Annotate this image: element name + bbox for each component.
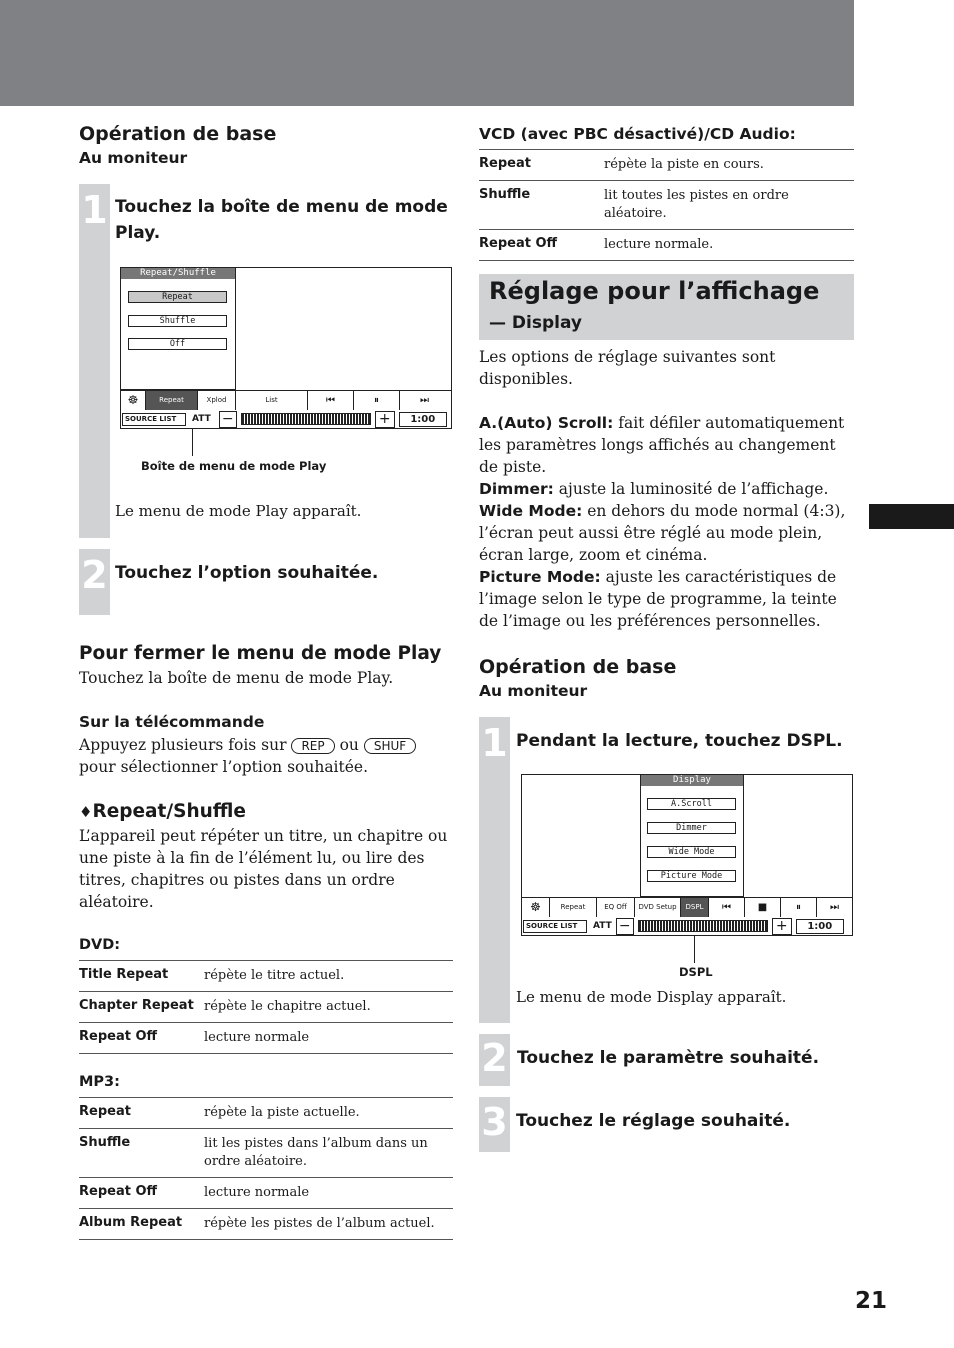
vcd-table-title: VCD (avec PBC désactivé)/CD Audio: [479, 125, 796, 143]
step-number: 2 [481, 1036, 508, 1080]
repeat-shuffle-heading [79, 801, 246, 822]
section-subheading: Au moniteur [79, 149, 188, 167]
mp3-table [79, 1097, 453, 1240]
remote-text-2: pour sélectionner l’option souhaitée. [79, 758, 369, 776]
menu-item-repeat[interactable]: Repeat [128, 291, 227, 303]
step-number: 3 [481, 1100, 508, 1144]
control-row [522, 897, 852, 917]
step-2-text: Touchez le paramètre souhaité. [517, 1048, 820, 1068]
option-description: répète le titre actuel. [204, 961, 453, 992]
settings-icon[interactable]: ☸ [522, 898, 550, 917]
step-1-text: Pendant la lecture, touchez DSPL. [516, 731, 843, 751]
close-menu-heading: Pour fermer le menu de mode Play [79, 643, 442, 664]
play-mode-screen [120, 267, 452, 429]
display-mode-screen [521, 774, 853, 936]
next-icon[interactable]: ⏭ [830, 902, 839, 913]
menu-item-off[interactable]: Off [128, 338, 227, 350]
table-row [79, 992, 453, 1023]
next-icon[interactable]: ⏭ [420, 395, 429, 406]
dvd-table-title: DVD: [79, 937, 121, 953]
option-name: Chapter Repeat [79, 992, 204, 1023]
list-button[interactable]: List [236, 391, 308, 410]
display-options [479, 412, 854, 632]
menu-title: Display [641, 775, 743, 786]
remote-or: ou [339, 736, 359, 754]
status-row [121, 409, 451, 429]
option-name: Shuffle [479, 181, 604, 230]
dspl-button[interactable]: DSPL [681, 898, 709, 917]
callout-dspl: DSPL [679, 965, 713, 979]
table-row [79, 1178, 453, 1209]
att-button[interactable]: ATT [593, 921, 612, 931]
repeat-shuffle-menu [121, 268, 236, 390]
callout-line [192, 429, 193, 456]
volume-up-icon[interactable]: + [772, 918, 792, 935]
display-intro: Les options de réglage suivantes sont disponibles. [479, 348, 776, 388]
display-banner [479, 274, 854, 340]
option-wide-mode: Wide Mode: en dehors du mode normal (4:3), l’écran peut aussi être réglé au mode plein, écran large, zoom et cinéma. [479, 502, 846, 564]
step-1-text: Touchez la boîte de menu de mode Play. [115, 197, 448, 243]
page-number: 21 [855, 1288, 888, 1314]
table-row [79, 1098, 453, 1129]
previous-icon[interactable]: ⏮ [308, 391, 354, 410]
menu-item-dimmer[interactable]: Dimmer [647, 822, 736, 834]
step-2-bar [479, 1034, 510, 1086]
callout-play-mode-box: Boîte de menu de mode Play [141, 459, 327, 473]
rep-key: REP [291, 738, 334, 754]
step-number: 1 [81, 188, 108, 232]
pause-icon[interactable]: ⏸ [354, 391, 400, 410]
play-mode-box[interactable]: Repeat [146, 391, 198, 410]
settings-icon[interactable]: ☸ [121, 391, 146, 410]
option-description: répète la piste actuelle. [204, 1098, 453, 1129]
volume-up-icon[interactable]: + [375, 411, 395, 428]
step-1-bar [479, 717, 510, 1023]
table-row [79, 1209, 453, 1240]
close-menu-text: Touchez la boîte de menu de mode Play. [79, 669, 394, 687]
option-description: lecture normale [204, 1023, 453, 1054]
volume-bar[interactable] [241, 413, 371, 425]
step-number: 2 [81, 553, 108, 597]
option-name: Repeat Off [79, 1178, 204, 1209]
step-2-text: Touchez l’option souhaitée. [115, 563, 379, 583]
pause-icon[interactable]: ⏸ [781, 898, 817, 917]
callout-line [694, 936, 695, 963]
table-row [79, 961, 453, 992]
option-name: Repeat Off [79, 1023, 204, 1054]
header-band [0, 0, 854, 106]
remote-text-1: Appuyez plusieurs fois sur [79, 736, 287, 754]
display-banner-subtitle: — Display [489, 313, 583, 333]
option-description: répète le chapitre actuel. [204, 992, 453, 1023]
menu-item-shuffle[interactable]: Shuffle [128, 315, 227, 327]
dvd-table [79, 960, 453, 1054]
step-number: 1 [481, 721, 508, 765]
menu-item-a-scroll[interactable]: A.Scroll [647, 798, 736, 810]
option-description: lecture normale [204, 1178, 453, 1209]
table-row [479, 181, 854, 230]
time-display: 1:00 [796, 919, 844, 934]
option-name: Repeat [79, 1098, 204, 1129]
option-description: lit les pistes dans l’album dans un ordre aléatoire. [204, 1129, 453, 1178]
option-dimmer: Dimmer: ajuste la luminosité de l’affichage. [479, 480, 829, 498]
option-name: Title Repeat [79, 961, 204, 992]
remote-heading: Sur la télécommande [79, 713, 265, 731]
section-subheading: Au moniteur [479, 682, 588, 700]
section-tab [869, 504, 954, 529]
eq-off-button[interactable]: EQ Off [597, 898, 635, 917]
option-description: répète la piste en cours. [604, 150, 854, 181]
option-name: Album Repeat [79, 1209, 204, 1240]
xplod-button[interactable]: Xplod [198, 391, 236, 410]
option-name: Repeat [479, 150, 604, 181]
step-1-caption: Le menu de mode Display apparaît. [516, 988, 787, 1006]
control-row [121, 390, 451, 410]
step-1-caption: Le menu de mode Play apparaît. [115, 502, 362, 520]
volume-bar[interactable] [638, 920, 768, 932]
repeat-shuffle-title: Repeat/Shuffle [92, 801, 246, 822]
option-name: Shuffle [79, 1129, 204, 1178]
vcd-table [479, 149, 854, 261]
menu-title: Repeat/Shuffle [121, 268, 235, 279]
table-row [79, 1023, 453, 1054]
option-auto-scroll: A.(Auto) Scroll: fait défiler automatiquement les paramètres longs affichés au changement de piste. [479, 414, 845, 476]
repeat-button[interactable]: Repeat [550, 898, 597, 917]
option-description: répète les pistes de l’album actuel. [204, 1209, 453, 1240]
source-list-button[interactable]: SOURCE LIST [122, 413, 186, 426]
source-list-button[interactable]: SOURCE LIST [523, 920, 587, 933]
previous-icon[interactable]: ⏮ [709, 898, 745, 917]
table-row [479, 230, 854, 261]
display-menu [640, 775, 744, 897]
mp3-table-title: MP3: [79, 1074, 120, 1090]
section-heading: Opération de base [79, 123, 277, 145]
option-description: lit toutes les pistes en ordre aléatoire. [604, 181, 854, 230]
diamond-icon: ♦ [79, 803, 93, 821]
table-row [479, 150, 854, 181]
menu-item-wide-mode[interactable]: Wide Mode [647, 846, 736, 858]
att-button[interactable]: ATT [192, 414, 211, 424]
step-2-bar [79, 549, 110, 615]
status-row [522, 916, 852, 936]
option-description: lecture normale. [604, 230, 854, 261]
step-3-bar [479, 1097, 510, 1152]
shuf-key: SHUF [364, 738, 416, 754]
section-heading: Opération de base [479, 656, 677, 678]
volume-down-icon[interactable]: − [616, 918, 634, 935]
stop-icon[interactable]: ■ [745, 898, 781, 917]
menu-item-picture-mode[interactable]: Picture Mode [647, 870, 736, 882]
step-1-bar [79, 184, 110, 538]
remote-text [79, 734, 454, 778]
option-name: Repeat Off [479, 230, 604, 261]
volume-down-icon[interactable]: − [219, 411, 237, 428]
dvd-setup-button[interactable]: DVD Setup [635, 898, 681, 917]
table-row [79, 1129, 453, 1178]
option-picture-mode: Picture Mode: ajuste les caractéristiques de l’image selon le type de programme, la teinte de l’image ou les préférences personnelles. [479, 568, 837, 630]
time-display: 1:00 [399, 412, 447, 427]
display-banner-title: Réglage pour l’affichage [489, 277, 820, 305]
repeat-shuffle-text: L’appareil peut répéter un titre, un chapitre ou une piste à la fin de l’élément lu, ou lire des titres, chapitres ou pistes dans un ordre aléatoire. [79, 827, 448, 911]
step-3-text: Touchez le réglage souhaité. [516, 1111, 791, 1131]
